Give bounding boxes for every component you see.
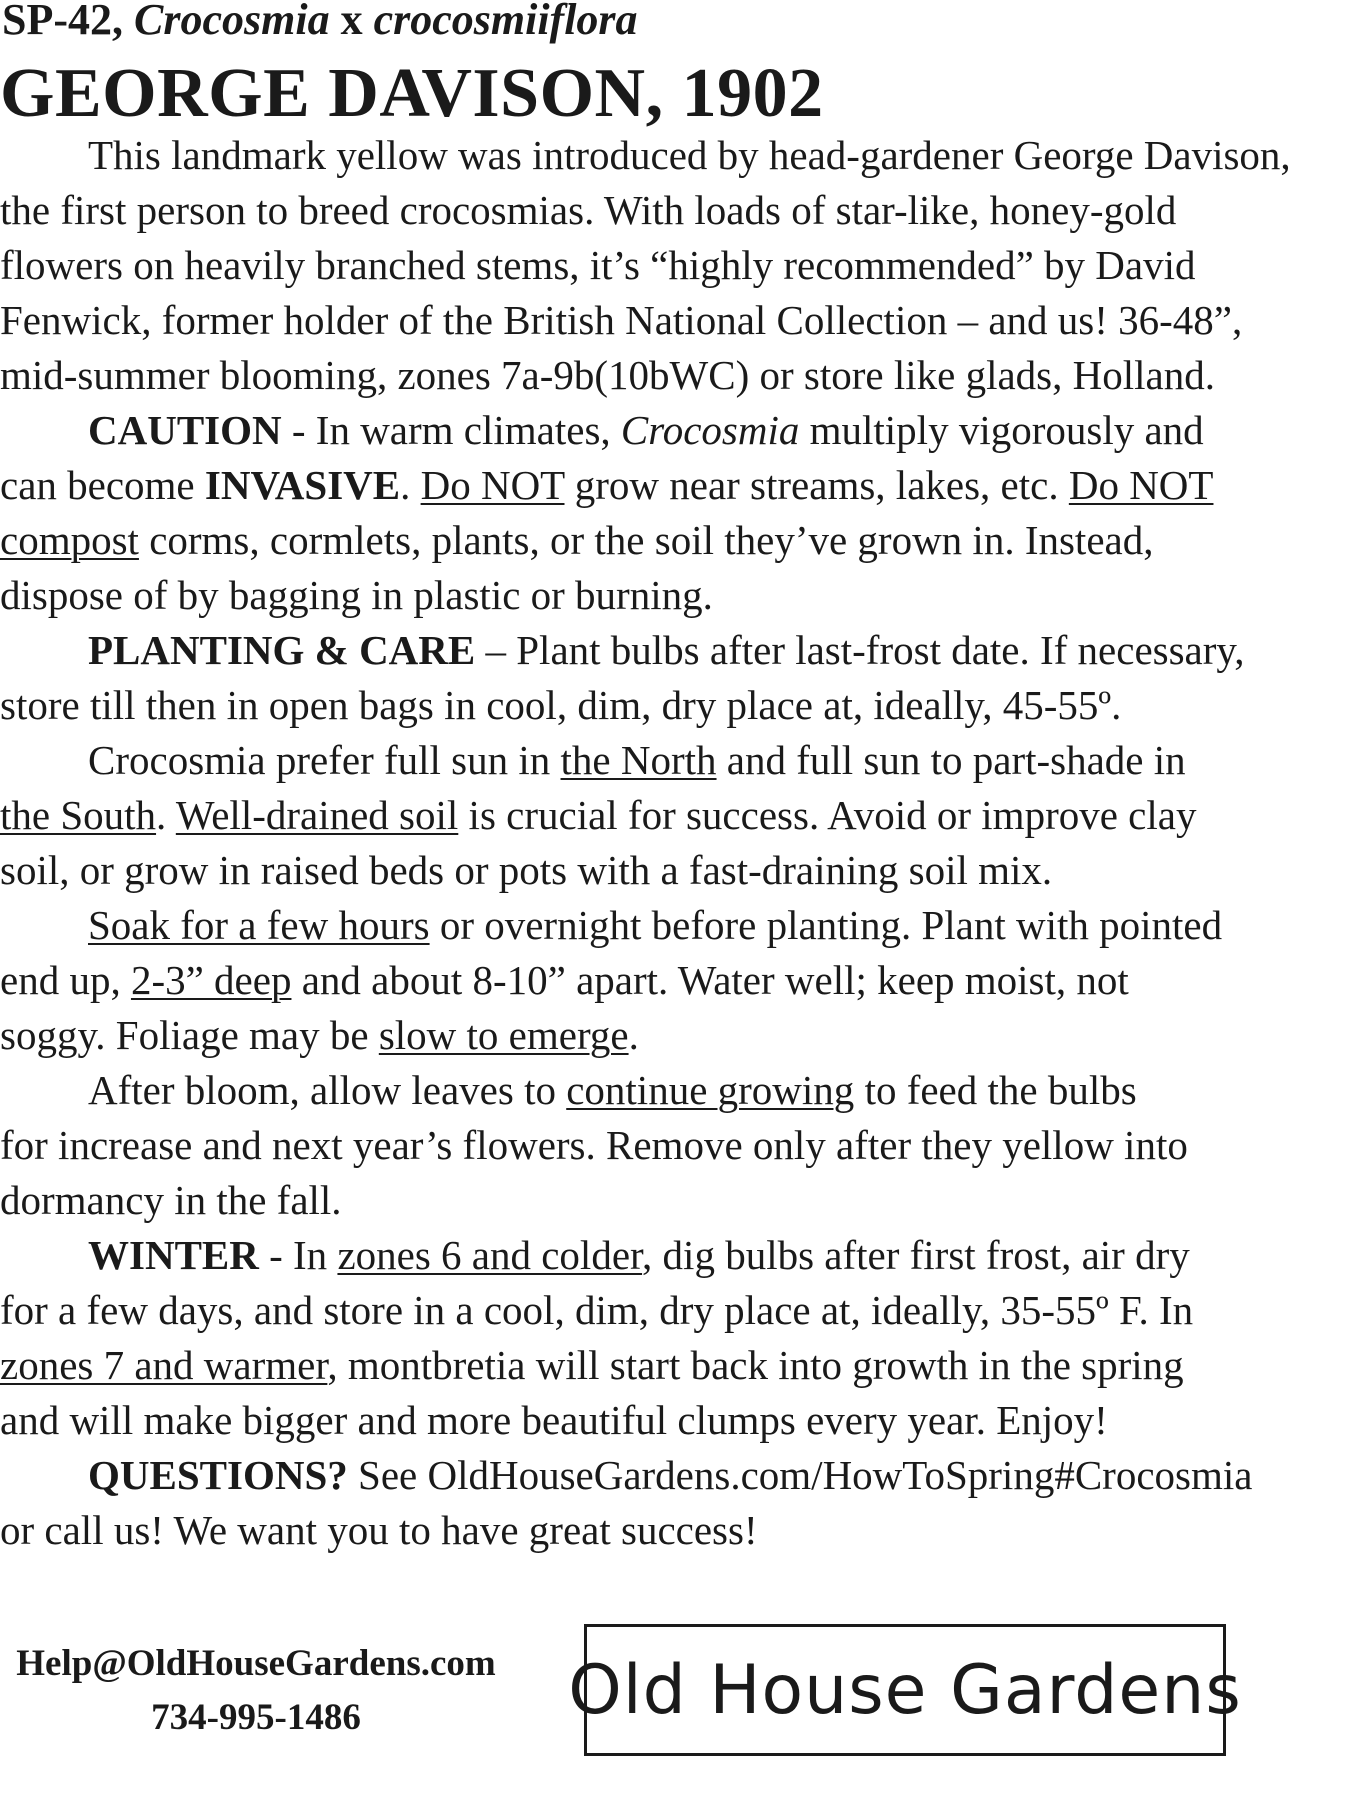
- intro-line-3: flowers on heavily branched stems, it’s “highly recommended” by David: [0, 242, 1196, 288]
- sun-text: is crucial for success. Avoid or improve clay: [458, 792, 1197, 838]
- planting-heading: PLANTING & CARE: [88, 627, 476, 673]
- contact-info: [0, 1637, 512, 1745]
- after-line-3: dormancy in the fall.: [0, 1177, 342, 1223]
- soak-text: and about 8-10” apart. Water well; keep moist, not: [291, 957, 1129, 1003]
- support-phone: 734-995-1486: [151, 1697, 361, 1738]
- cold-zones-emphasis: zones 6 and colder: [337, 1232, 643, 1278]
- intro-line-4: Fenwick, former holder of the British National Collection – and us! 36-48”,: [0, 297, 1243, 343]
- sun-line-3: soil, or grow in raised beds or pots with a fast-draining soil mix.: [0, 847, 1053, 893]
- depth-emphasis: 2-3” deep: [130, 957, 292, 1003]
- winter-text: - In: [258, 1232, 338, 1278]
- hybrid-cross-mark: x: [340, 0, 363, 44]
- caution-text: can become: [0, 462, 205, 508]
- soak-text: or overnight before planting. Plant with pointed: [429, 902, 1223, 948]
- caution-line-3: [0, 513, 1300, 568]
- north-emphasis: the North: [560, 737, 717, 783]
- care-instructions: [0, 128, 1300, 1558]
- invasive-warning: INVASIVE: [204, 462, 401, 508]
- logo-text: Old House Gardens: [568, 1650, 1242, 1730]
- caution-text: grow near streams, lakes, etc.: [564, 462, 1069, 508]
- caution-heading: CAUTION: [88, 407, 282, 453]
- support-email: Help@OldHouseGardens.com: [16, 1643, 496, 1684]
- caution-text: .: [400, 462, 421, 508]
- compost-emphasis: compost: [0, 517, 139, 563]
- soak-emphasis: Soak for a few hours: [88, 902, 430, 948]
- after-text: After bloom, allow leaves to: [88, 1067, 567, 1113]
- planting-text: – Plant bulbs after last-frost date. If necessary,: [475, 627, 1245, 673]
- winter-line-1: [0, 1228, 1300, 1283]
- sun-text: Crocosmia prefer full sun in: [88, 737, 561, 783]
- sun-text: .: [156, 792, 176, 838]
- soak-line-1: [0, 898, 1300, 953]
- intro-line-1: This landmark yellow was introduced by head-gardener George Davison,: [88, 132, 1291, 178]
- soak-text: .: [628, 1012, 639, 1058]
- soak-text: end up,: [0, 957, 131, 1003]
- warm-zones-emphasis: zones 7 and warmer: [0, 1342, 328, 1388]
- planting-line-2: store till then in open bags in cool, dim, dry place at, ideally, 45-55º.: [0, 682, 1122, 728]
- winter-line-4: and will make bigger and more beautiful clumps every year. Enjoy!: [0, 1397, 1108, 1443]
- winter-text: , dig bulbs after first frost, air dry: [642, 1232, 1190, 1278]
- planting-line-1: [0, 623, 1300, 678]
- do-not-grow-emphasis: Do NOT: [420, 462, 565, 508]
- drained-soil-emphasis: Well-drained soil: [175, 792, 459, 838]
- soak-text: soggy. Foliage may be: [0, 1012, 379, 1058]
- questions-heading: QUESTIONS?: [88, 1452, 348, 1498]
- winter-line-2: for a few days, and store in a cool, dim, dry place at, ideally, 35-55º F. In: [0, 1287, 1194, 1333]
- species-name: crocosmiiflora: [373, 0, 638, 44]
- caution-genus: Crocosmia: [620, 407, 800, 453]
- soak-line-3: [0, 1008, 1300, 1063]
- genus-name: Crocosmia: [134, 0, 330, 44]
- sun-line-1: [0, 733, 1300, 788]
- caution-line-1: [0, 403, 1300, 458]
- winter-heading: WINTER: [88, 1232, 259, 1278]
- caution-text: - In warm climates,: [281, 407, 621, 453]
- after-line-2: for increase and next year’s flowers. Remove only after they yellow into: [0, 1122, 1188, 1168]
- sun-text: and full sun to part-shade in: [716, 737, 1186, 783]
- company-logo: [568, 1624, 1242, 1756]
- questions-line-1: [0, 1448, 1300, 1503]
- winter-line-3: [0, 1338, 1300, 1393]
- soak-line-2: [0, 953, 1300, 1008]
- caution-line-2: [0, 458, 1300, 513]
- product-code: SP-42,: [2, 0, 123, 44]
- caution-line-4: dispose of by bagging in plastic or burning.: [0, 572, 713, 618]
- cultivar-title: GEORGE DAVISON, 1902: [0, 55, 824, 132]
- south-emphasis: the South: [0, 792, 157, 838]
- slow-emerge-emphasis: slow to emerge: [378, 1012, 629, 1058]
- sun-line-2: [0, 788, 1300, 843]
- intro-line-2: the first person to breed crocosmias. With loads of star-like, honey-gold: [0, 187, 1177, 233]
- caution-text: corms, cormlets, plants, or the soil they’ve grown in. Instead,: [138, 517, 1154, 563]
- caution-text: multiply vigorously and: [799, 407, 1204, 453]
- after-line-1: [0, 1063, 1300, 1118]
- after-text: to feed the bulbs: [854, 1067, 1137, 1113]
- intro-line-5: mid-summer blooming, zones 7a-9b(10bWC) or store like glads, Holland.: [0, 352, 1215, 398]
- continue-growing-emphasis: continue growing: [566, 1067, 855, 1113]
- questions-line-2: or call us! We want you to have great success!: [0, 1507, 758, 1553]
- do-not-compost-emphasis: Do NOT: [1068, 462, 1214, 508]
- product-code-line: [2, 0, 638, 46]
- questions-text: See OldHouseGardens.com/HowToSpring#Crocosmia: [347, 1452, 1253, 1498]
- winter-text: , montbretia will start back into growth in the spring: [327, 1342, 1184, 1388]
